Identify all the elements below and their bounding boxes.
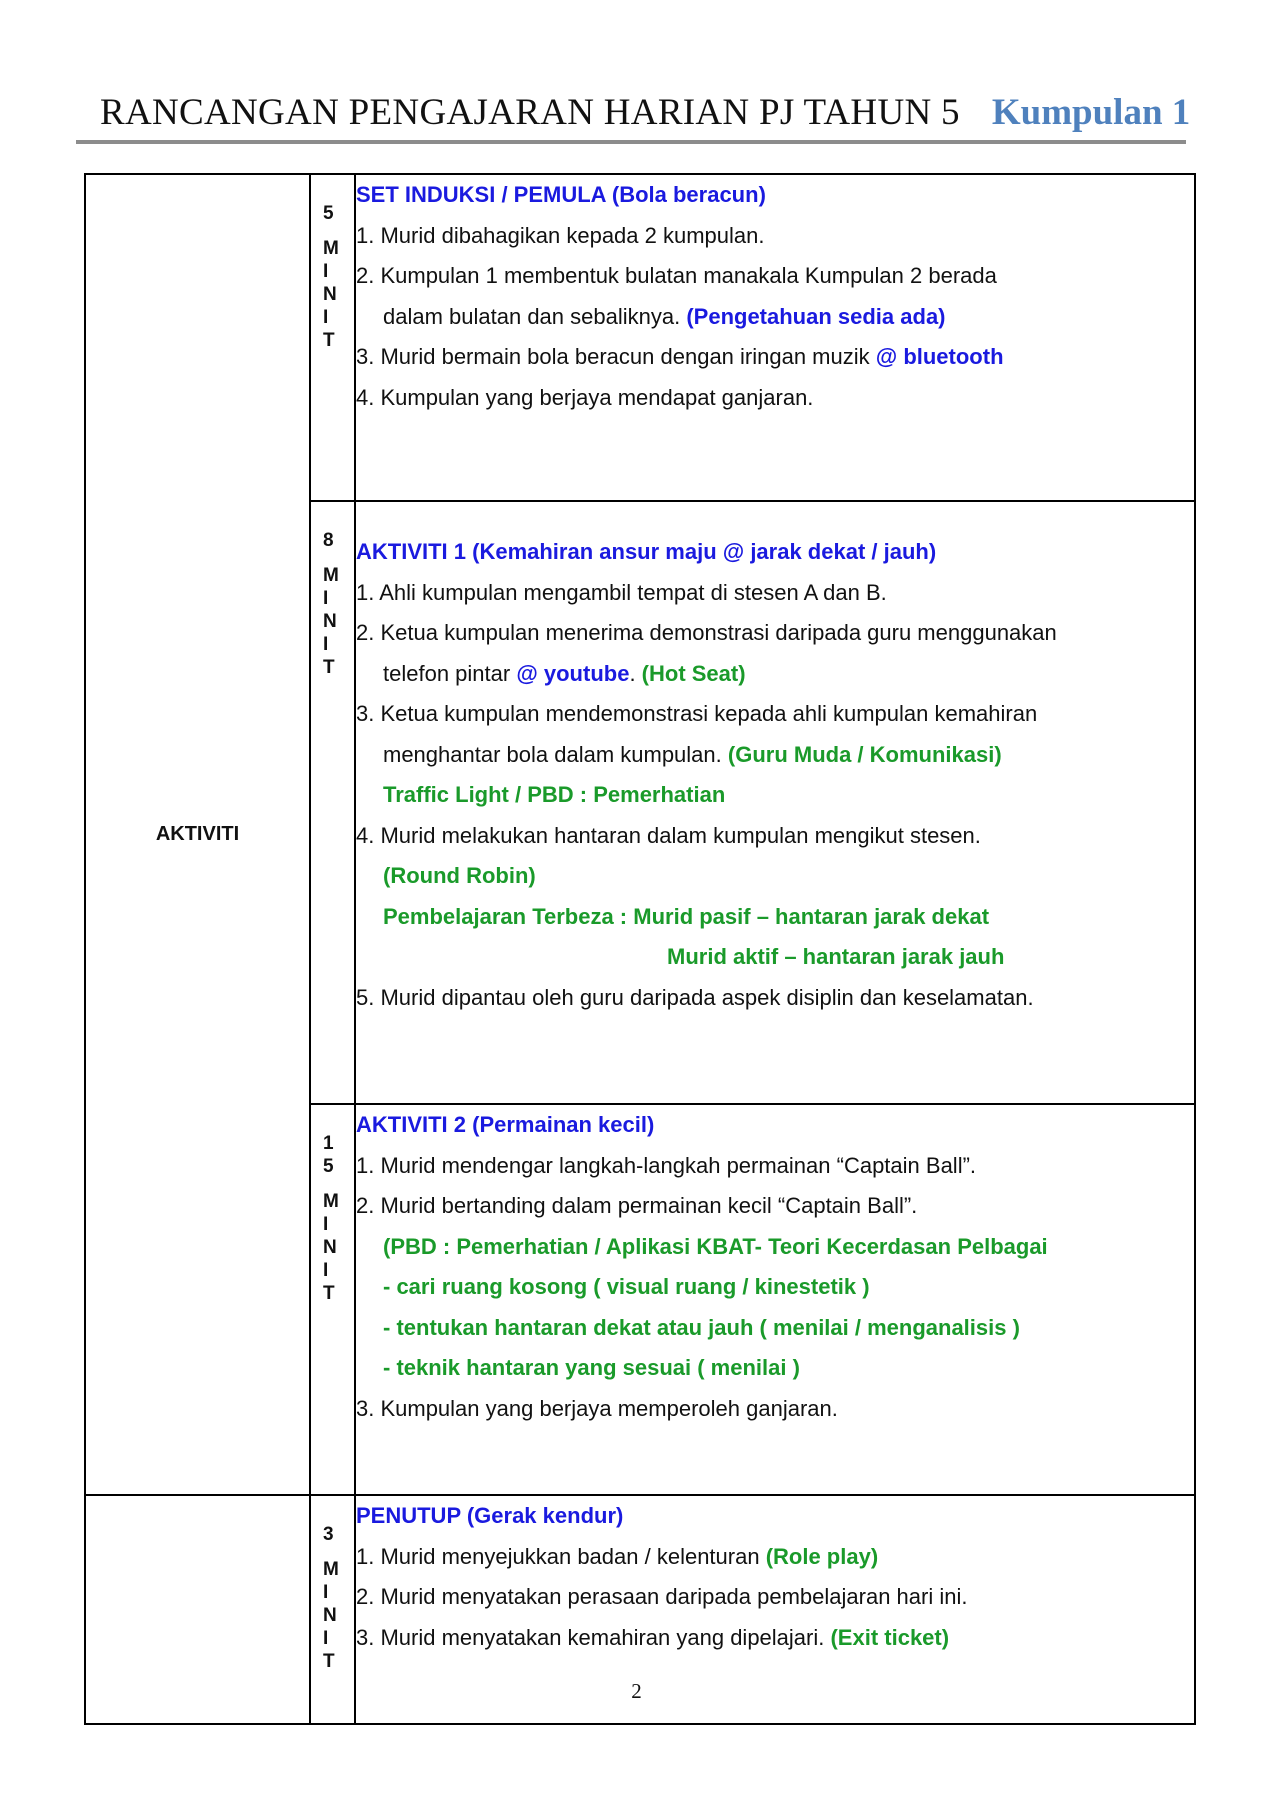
time-unit-char: N — [323, 1237, 337, 1258]
time-cell-set-induksi — [310, 174, 355, 501]
step-note: Murid aktif – hantaran jarak jauh — [667, 944, 1005, 969]
step-note: @ bluetooth — [875, 344, 1004, 369]
header-rule — [76, 140, 1186, 144]
time-unit-char: I — [323, 261, 329, 282]
lesson-plan-table — [84, 173, 1196, 1725]
section-heading: AKTIVITI 1 (Kemahiran ansur maju @ jarak dekat / jauh) — [356, 539, 937, 564]
step-text: 3. Murid menyatakan kemahiran yang dipelajari. — [356, 1624, 831, 1650]
time-unit-char: M — [323, 1191, 339, 1212]
label-aktiviti: AKTIVITI — [85, 174, 310, 1495]
step-line: 2. Ketua kumpulan menerima demonstrasi daripada guru menggunakan — [356, 620, 1057, 645]
time-unit-char: I — [323, 634, 329, 655]
section-heading: AKTIVITI 2 (Permainan kecil) — [356, 1112, 655, 1137]
time-digit: 8 — [323, 530, 334, 551]
time-unit-char: I — [323, 1628, 329, 1649]
step-text: dalam bulatan dan sebaliknya. — [383, 303, 687, 329]
step-note: - tentukan hantaran dekat atau jauh ( menilai / menganalisis ) — [383, 1314, 1020, 1340]
step-text: telefon pintar — [383, 660, 517, 686]
step-note: - teknik hantaran yang sesuai ( menilai ) — [383, 1355, 800, 1380]
step-line: 5. Murid dipantau oleh guru daripada aspek disiplin dan keselamatan. — [356, 984, 1034, 1010]
time-penutup — [311, 1496, 354, 1673]
step-note: (Pengetahuan sedia ada) — [686, 303, 946, 329]
step-note: (Exit ticket) — [830, 1624, 950, 1650]
time-cell-aktiviti-2 — [310, 1104, 355, 1495]
content-aktiviti-2 — [355, 1104, 1195, 1495]
step-line — [356, 297, 1194, 338]
step-line: 2. Murid bertanding dalam permainan kecil “Captain Ball”. — [356, 1193, 918, 1218]
time-unit-char: M — [323, 238, 339, 259]
time-aktiviti-2 — [311, 1105, 354, 1305]
time-unit-char: M — [323, 1559, 339, 1580]
step-note: (Role play) — [765, 1543, 879, 1569]
time-unit-char: I — [323, 1260, 329, 1281]
page-number: 2 — [631, 1679, 642, 1703]
step-line: 1. Murid dibahagikan kepada 2 kumpulan. — [356, 222, 765, 248]
time-digit: 3 — [323, 1524, 334, 1545]
step-text: . — [629, 660, 642, 686]
section-heading: SET INDUKSI / PEMULA (Bola beracun) — [356, 182, 766, 207]
page-header — [76, 84, 1191, 140]
step-note: Pembelajaran Terbeza : Murid pasif – hantaran jarak dekat — [383, 903, 990, 929]
time-unit-char: I — [323, 307, 329, 328]
section-heading: PENUTUP (Gerak kendur) — [356, 1503, 624, 1528]
step-line — [356, 654, 1194, 695]
time-digit: 1 — [323, 1133, 334, 1154]
time-unit-char: I — [323, 1582, 329, 1603]
step-note: (Hot Seat) — [641, 660, 746, 686]
step-line: 1. Ahli kumpulan mengambil tempat di stesen A dan B. — [356, 579, 887, 605]
step-line — [356, 337, 1194, 378]
content-aktiviti-1 — [355, 501, 1195, 1104]
time-unit-char: N — [323, 1605, 337, 1626]
step-line: 4. Murid melakukan hantaran dalam kumpulan mengikut stesen. — [356, 822, 981, 848]
group-label: Kumpulan 1 — [991, 92, 1191, 133]
time-unit-char: T — [323, 657, 335, 678]
step-line — [356, 1618, 1194, 1659]
step-line: 3. Kumpulan yang berjaya memperoleh ganjaran. — [356, 1395, 838, 1421]
step-note: Traffic Light / PBD : Pemerhatian — [383, 782, 726, 807]
row-set-induksi — [85, 174, 1195, 501]
step-text: menghantar bola dalam kumpulan. — [383, 741, 728, 767]
time-unit-char: T — [323, 330, 335, 351]
time-unit-char: I — [323, 588, 329, 609]
step-line: 1. Murid mendengar langkah-langkah permainan “Captain Ball”. — [356, 1152, 977, 1178]
step-note: (PBD : Pemerhatian / Aplikasi KBAT- Teori Kecerdasan Pelbagai — [383, 1233, 1048, 1259]
step-note: @ youtube — [516, 660, 630, 686]
document-title: RANCANGAN PENGAJARAN HARIAN PJ TAHUN 5 — [100, 92, 960, 133]
time-set-induksi — [311, 175, 354, 352]
step-line: 3. Ketua kumpulan mendemonstrasi kepada ahli kumpulan kemahiran — [356, 701, 1038, 726]
time-aktiviti-1 — [311, 502, 354, 679]
step-text: 1. Murid menyejukkan badan / kelenturan — [356, 1543, 766, 1569]
step-line: 2. Murid menyatakan perasaan daripada pembelajaran hari ini. — [356, 1584, 968, 1609]
time-unit-char: I — [323, 1214, 329, 1235]
time-digit: 5 — [323, 1156, 334, 1177]
step-line — [356, 735, 1194, 776]
time-digit: 5 — [323, 203, 334, 224]
time-unit-char: T — [323, 1283, 335, 1304]
step-note: (Guru Muda / Komunikasi) — [727, 741, 1002, 767]
step-line: 4. Kumpulan yang berjaya mendapat ganjaran. — [356, 384, 814, 410]
step-text: 3. Murid bermain bola beracun dengan iringan muzik — [356, 344, 876, 369]
time-cell-aktiviti-1 — [310, 501, 355, 1104]
time-unit-char: N — [323, 611, 337, 632]
time-unit-char: M — [323, 565, 339, 586]
step-line — [356, 1537, 1194, 1578]
time-unit-char: N — [323, 284, 337, 305]
step-note: - cari ruang kosong ( visual ruang / kinestetik ) — [383, 1274, 870, 1299]
time-unit-char: T — [323, 1651, 335, 1672]
step-note: (Round Robin) — [383, 863, 536, 888]
content-set-induksi — [355, 174, 1195, 501]
step-line: 2. Kumpulan 1 membentuk bulatan manakala Kumpulan 2 berada — [356, 263, 997, 288]
